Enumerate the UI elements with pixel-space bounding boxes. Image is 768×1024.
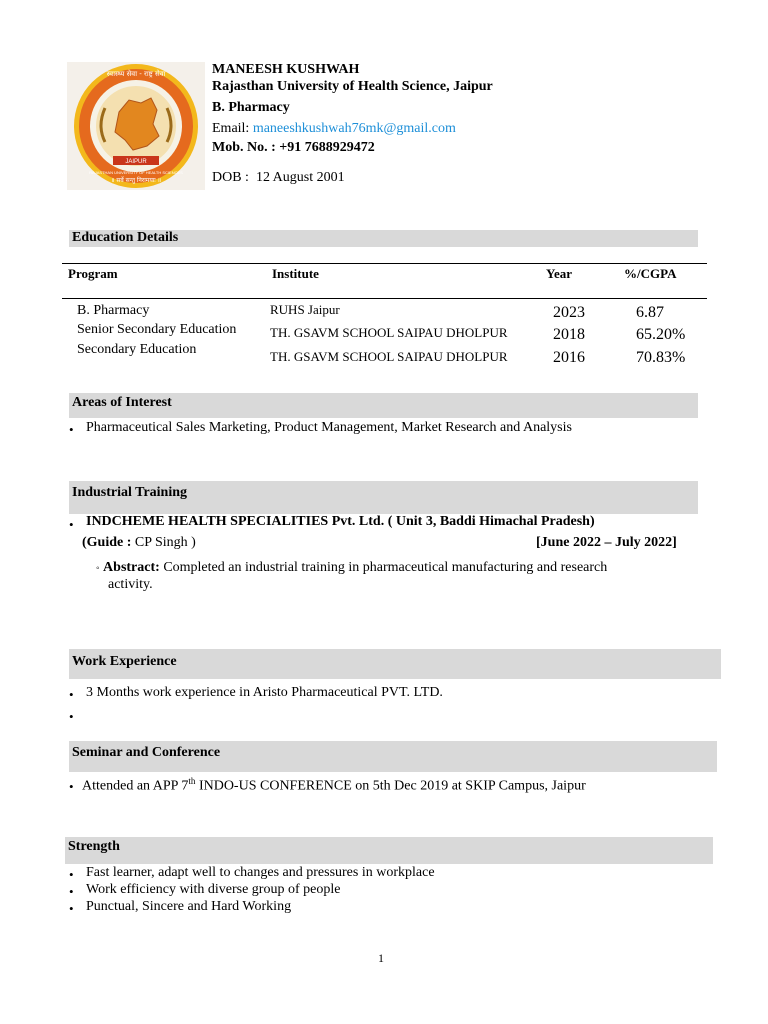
row1-program: B. Pharmacy [77, 303, 150, 318]
training-bullet: • [69, 517, 74, 532]
row3-program: Secondary Education [77, 342, 197, 357]
row1-institute: RUHS Jaipur [270, 302, 340, 317]
row2-year: 2018 [553, 326, 585, 343]
row3-institute: TH. GSAVM SCHOOL SAIPAU DHOLPUR [270, 349, 508, 364]
strength-item-3: Punctual, Sincere and Hard Working [86, 899, 292, 914]
seminar-sup: th [188, 776, 196, 786]
strength-item-2: Work efficiency with diverse group of people [86, 882, 341, 897]
work-heading: Work Experience [72, 654, 177, 669]
email-link[interactable]: maneeshkushwah76mk@gmail.com [252, 121, 456, 136]
work-bullet-empty: • [69, 709, 74, 724]
guide-label: (Guide : [82, 535, 132, 550]
strength-bullet-2: • [69, 884, 74, 899]
interest-heading: Areas of Interest [72, 395, 172, 410]
logo-ring-text: RAJASTHAN UNIVERSITY OF HEALTH SCIENCES [89, 170, 183, 175]
row1-score: 6.87 [636, 304, 664, 321]
col-year: Year [546, 266, 572, 281]
university-name: Rajasthan University of Health Science, Jaipur [212, 79, 493, 94]
col-cgpa: %/CGPA [624, 266, 677, 281]
training-heading: Industrial Training [72, 485, 188, 500]
table-top-rule [62, 263, 707, 264]
seminar-item [82, 776, 586, 795]
dob-row [212, 170, 345, 186]
dob-value: 12 August 2001 [255, 170, 345, 185]
circle-bullet-icon: ◦ [96, 563, 100, 574]
training-heading-bar [69, 481, 698, 514]
education-heading-bar [69, 230, 698, 247]
email-label: Email: [212, 121, 253, 136]
seminar-bullet: • [69, 779, 74, 794]
email-row [212, 121, 456, 137]
row2-program: Senior Secondary Education [77, 322, 237, 337]
seminar-heading-bar [69, 741, 717, 772]
row3-year: 2016 [553, 349, 585, 366]
strength-item-1: Fast learner, adapt well to changes and pressures in workplace [86, 865, 435, 880]
university-logo [67, 62, 205, 190]
table-header-rule [62, 298, 707, 299]
work-heading-bar [69, 649, 721, 679]
work-bullet: • [69, 687, 74, 702]
seminar-pre: Attended an APP 7 [82, 778, 189, 794]
logo-motto: ॥ सर्वे सन्तु निरामयाः ॥ [110, 177, 162, 184]
logo-city: JAIPUR [125, 159, 147, 165]
guide-name: CP Singh ) [134, 535, 196, 550]
dob-label: DOB : [212, 170, 249, 185]
col-institute: Institute [272, 266, 319, 281]
work-item: 3 Months work experience in Aristo Pharmaceutical PVT. LTD. [86, 685, 443, 700]
degree: B. Pharmacy [212, 100, 290, 115]
abstract-text: Completed an industrial training in pharmaceutical manufacturing and research [163, 560, 608, 575]
candidate-name: MANEESH KUSHWAH [212, 62, 360, 77]
row2-institute: TH. GSAVM SCHOOL SAIPAU DHOLPUR [270, 325, 508, 340]
row2-score: 65.20% [636, 326, 686, 343]
seminar-post: INDO-US CONFERENCE on 5th Dec 2019 at SKIP Campus, Jaipur [195, 778, 586, 794]
strength-heading-bar [65, 837, 713, 864]
training-abstract [96, 560, 607, 576]
abstract-label: Abstract: [103, 560, 160, 575]
abstract-continuation: activity. [108, 577, 153, 592]
logo-top-text: स्वास्थ्य सेवा - राष्ट्र सेवा [106, 70, 166, 78]
training-guide-row [82, 535, 196, 551]
strength-heading: Strength [68, 839, 120, 854]
seminar-heading: Seminar and Conference [72, 745, 221, 760]
strength-bullet-1: • [69, 867, 74, 882]
education-heading: Education Details [72, 230, 179, 245]
strength-bullet-3: • [69, 901, 74, 916]
training-company: INDCHEME HEALTH SPECIALITIES Pvt. Ltd. ( Unit 3, Baddi Himachal Pradesh) [86, 514, 595, 529]
row1-year: 2023 [553, 304, 585, 321]
interest-heading-bar [69, 393, 698, 418]
training-period: [June 2022 – July 2022] [536, 535, 677, 550]
page-number: 1 [378, 951, 384, 965]
interest-bullet: • [69, 422, 74, 437]
row3-score: 70.83% [636, 349, 686, 366]
interest-item: Pharmaceutical Sales Marketing, Product Management, Market Research and Analysis [86, 420, 572, 435]
mobile-number: Mob. No. : +91 7688929472 [212, 140, 375, 155]
col-program: Program [68, 266, 118, 281]
